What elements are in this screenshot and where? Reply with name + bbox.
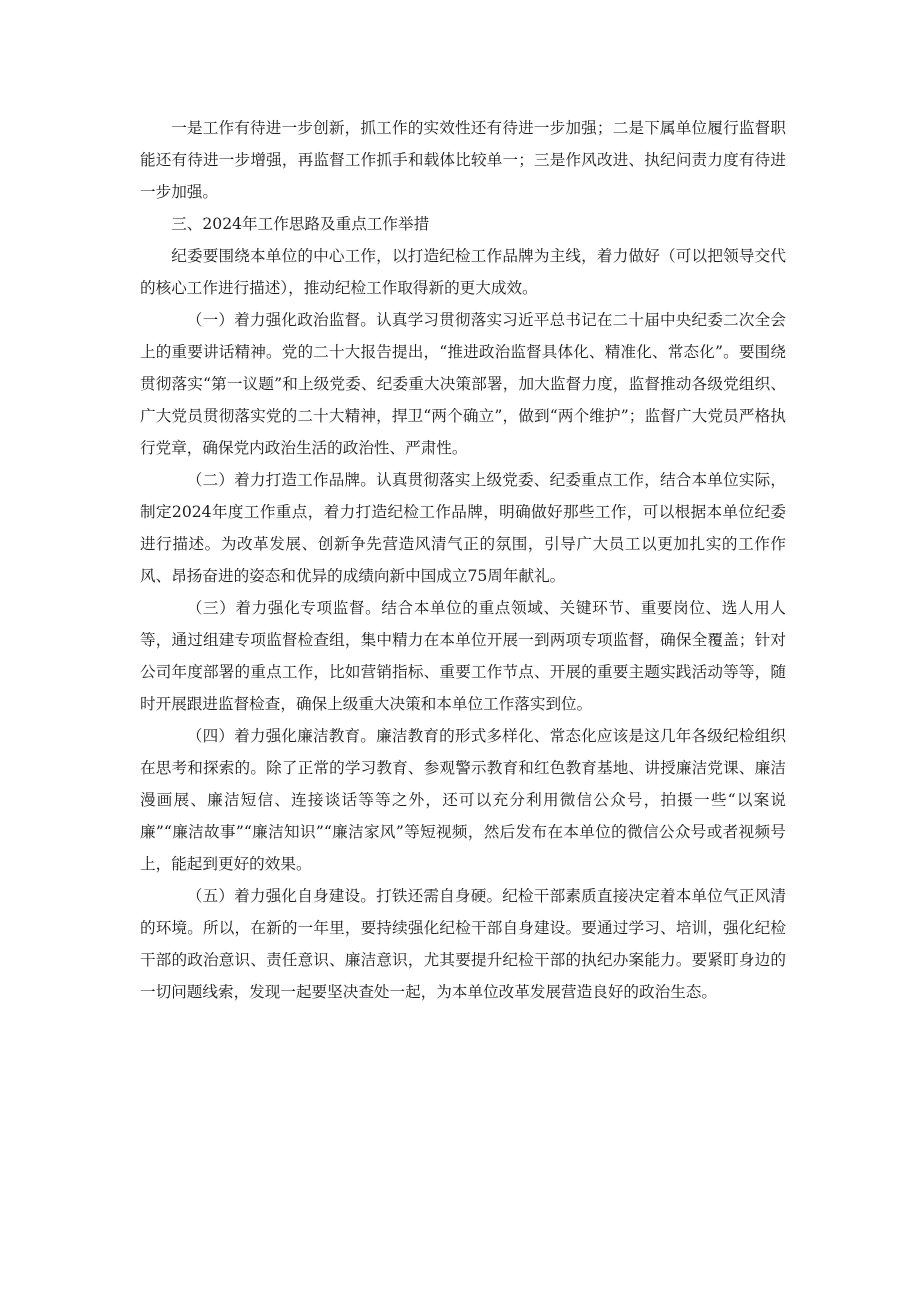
paragraph-item-2-work-brand: （二）着力打造工作品牌。认真贯彻落实上级党委、纪委重点工作，结合本单位实际，制定2024年度工作重点，着力打造纪检工作品牌，明确做好那些工作，可以根据本单位纪委进行描述。为改革发展、创新争先营造风清气正的氛围，引导广大员工以更加扎实的工作作风、昂扬奋进的姿态和优异的成绩向新中国成立75周年献礼。 [140, 471, 786, 585]
document-body [140, 112, 786, 1008]
paragraph-item-5-self-construction: （五）着力强化自身建设。打铁还需自身硬。纪检干部素质直接决定着本单位气正风清的环境。所以，在新的一年里，要持续强化纪检干部自身建设。要通过学习、培训，强化纪检干部的政治意识、责任意识、廉洁意识，尤其要提升纪检干部的执纪办案能力。要紧盯身边的一切问题线索，发现一起要坚决查处一起，为本单位改革发展营造良好的政治生态。 [140, 887, 786, 1001]
paragraph-item-3-special-supervision: （三）着力强化专项监督。结合本单位的重点领域、关键环节、重要岗位、选人用人等，通过组建专项监督检查组，集中精力在本单位开展一到两项专项监督，确保全覆盖；针对公司年度部署的重点工作，比如营销指标、重要工作节点、开展的重要主题实践活动等等，随时开展跟进监督检查，确保上级重大决策和本单位工作落实到位。 [140, 599, 786, 713]
section-heading-2024-plan: 三、2024年工作思路及重点工作举措 [171, 215, 430, 233]
paragraph-shortcomings: 一是工作有待进一步创新，抓工作的实效性还有待进一步加强；二是下属单位履行监督职能还有待进一步增强，再监督工作抓手和载体比较单一；三是作风改进、执纪问责力度有待进一步加强。 [140, 119, 786, 201]
paragraph-item-1-political-supervision: （一）着力强化政治监督。认真学习贯彻落实习近平总书记在二十届中央纪委二次全会上的重要讲话精神。党的二十大报告提出，“推进政治监督具体化、精准化、常态化”。要围绕贯彻落实“第一议题”和上级党委、纪委重大决策部署，加大监督力度，监督推动各级党组织、广大党员贯彻落实党的二十大精神，捍卫“两个确立”，做到“两个维护”；监督广大党员严格执行党章，确保党内政治生活的政治性、严肃性。 [140, 311, 786, 457]
paragraph-intro: 纪委要围绕本单位的中心工作，以打造纪检工作品牌为主线，着力做好（可以把领导交代的核心工作进行描述），推动纪检工作取得新的更大成效。 [140, 247, 786, 297]
paragraph-item-4-integrity-education: （四）着力强化廉洁教育。廉洁教育的形式多样化、常态化应该是这几年各级纪检组织在思考和探索的。除了正常的学习教育、参观警示教育和红色教育基地、讲授廉洁党课、廉洁漫画展、廉洁短信、连接谈话等等之外，还可以充分利用微信公众号，拍摄一些“以案说廉”“廉洁故事”“廉洁知识”“廉洁家风”等短视频，然后发布在本单位的微信公众号或者视频号上，能起到更好的效果。 [140, 727, 786, 873]
